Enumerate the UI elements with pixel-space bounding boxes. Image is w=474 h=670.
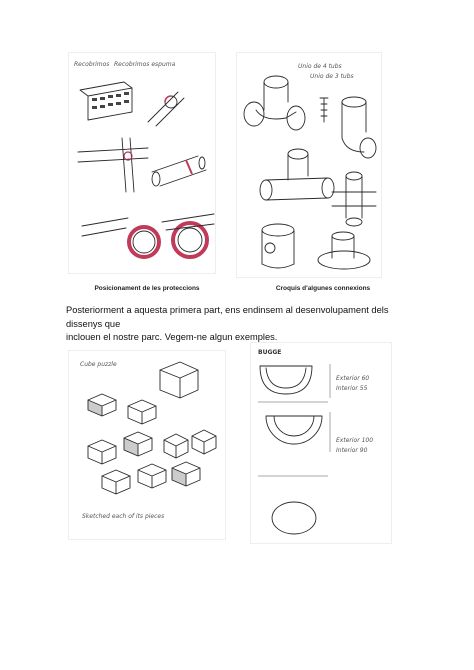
label-cube-puzzle: Cube puzzle [80,361,117,368]
label-interior-90: Interior 90 [336,447,368,454]
label-sketched-pieces: Sketched each of its pieces [82,513,165,520]
body-line-1: Posteriorment a aquesta primera part, ens endinsem al desenvolupament dels dissenys que [66,305,389,329]
label-unio-4: Unio de 4 tubs [298,63,342,70]
caption-connections: Croquis d'algunes connexions [275,285,371,292]
label-recobrimos-espuma: Recobrimos espuma [114,61,176,68]
body-line-2: inclouen el nostre parc. Vegem-ne algun exemples. [66,332,278,342]
label-exterior-60: Exterior 60 [336,375,370,382]
label-bugge: BUGGE [258,349,282,356]
label-exterior-100: Exterior 100 [336,437,374,444]
sketch-bowl [250,342,392,544]
label-unio-3: Unio de 3 tubs [310,73,354,80]
sketch-connections [236,52,382,278]
label-recobrimos: Recobrimos [74,61,110,68]
body-paragraph [66,304,411,345]
sketch-protections [68,52,216,274]
sketch-blocks [68,350,226,540]
caption-protections: Posicionament de les proteccions [94,285,200,292]
label-interior-55: Interior 55 [336,385,368,392]
